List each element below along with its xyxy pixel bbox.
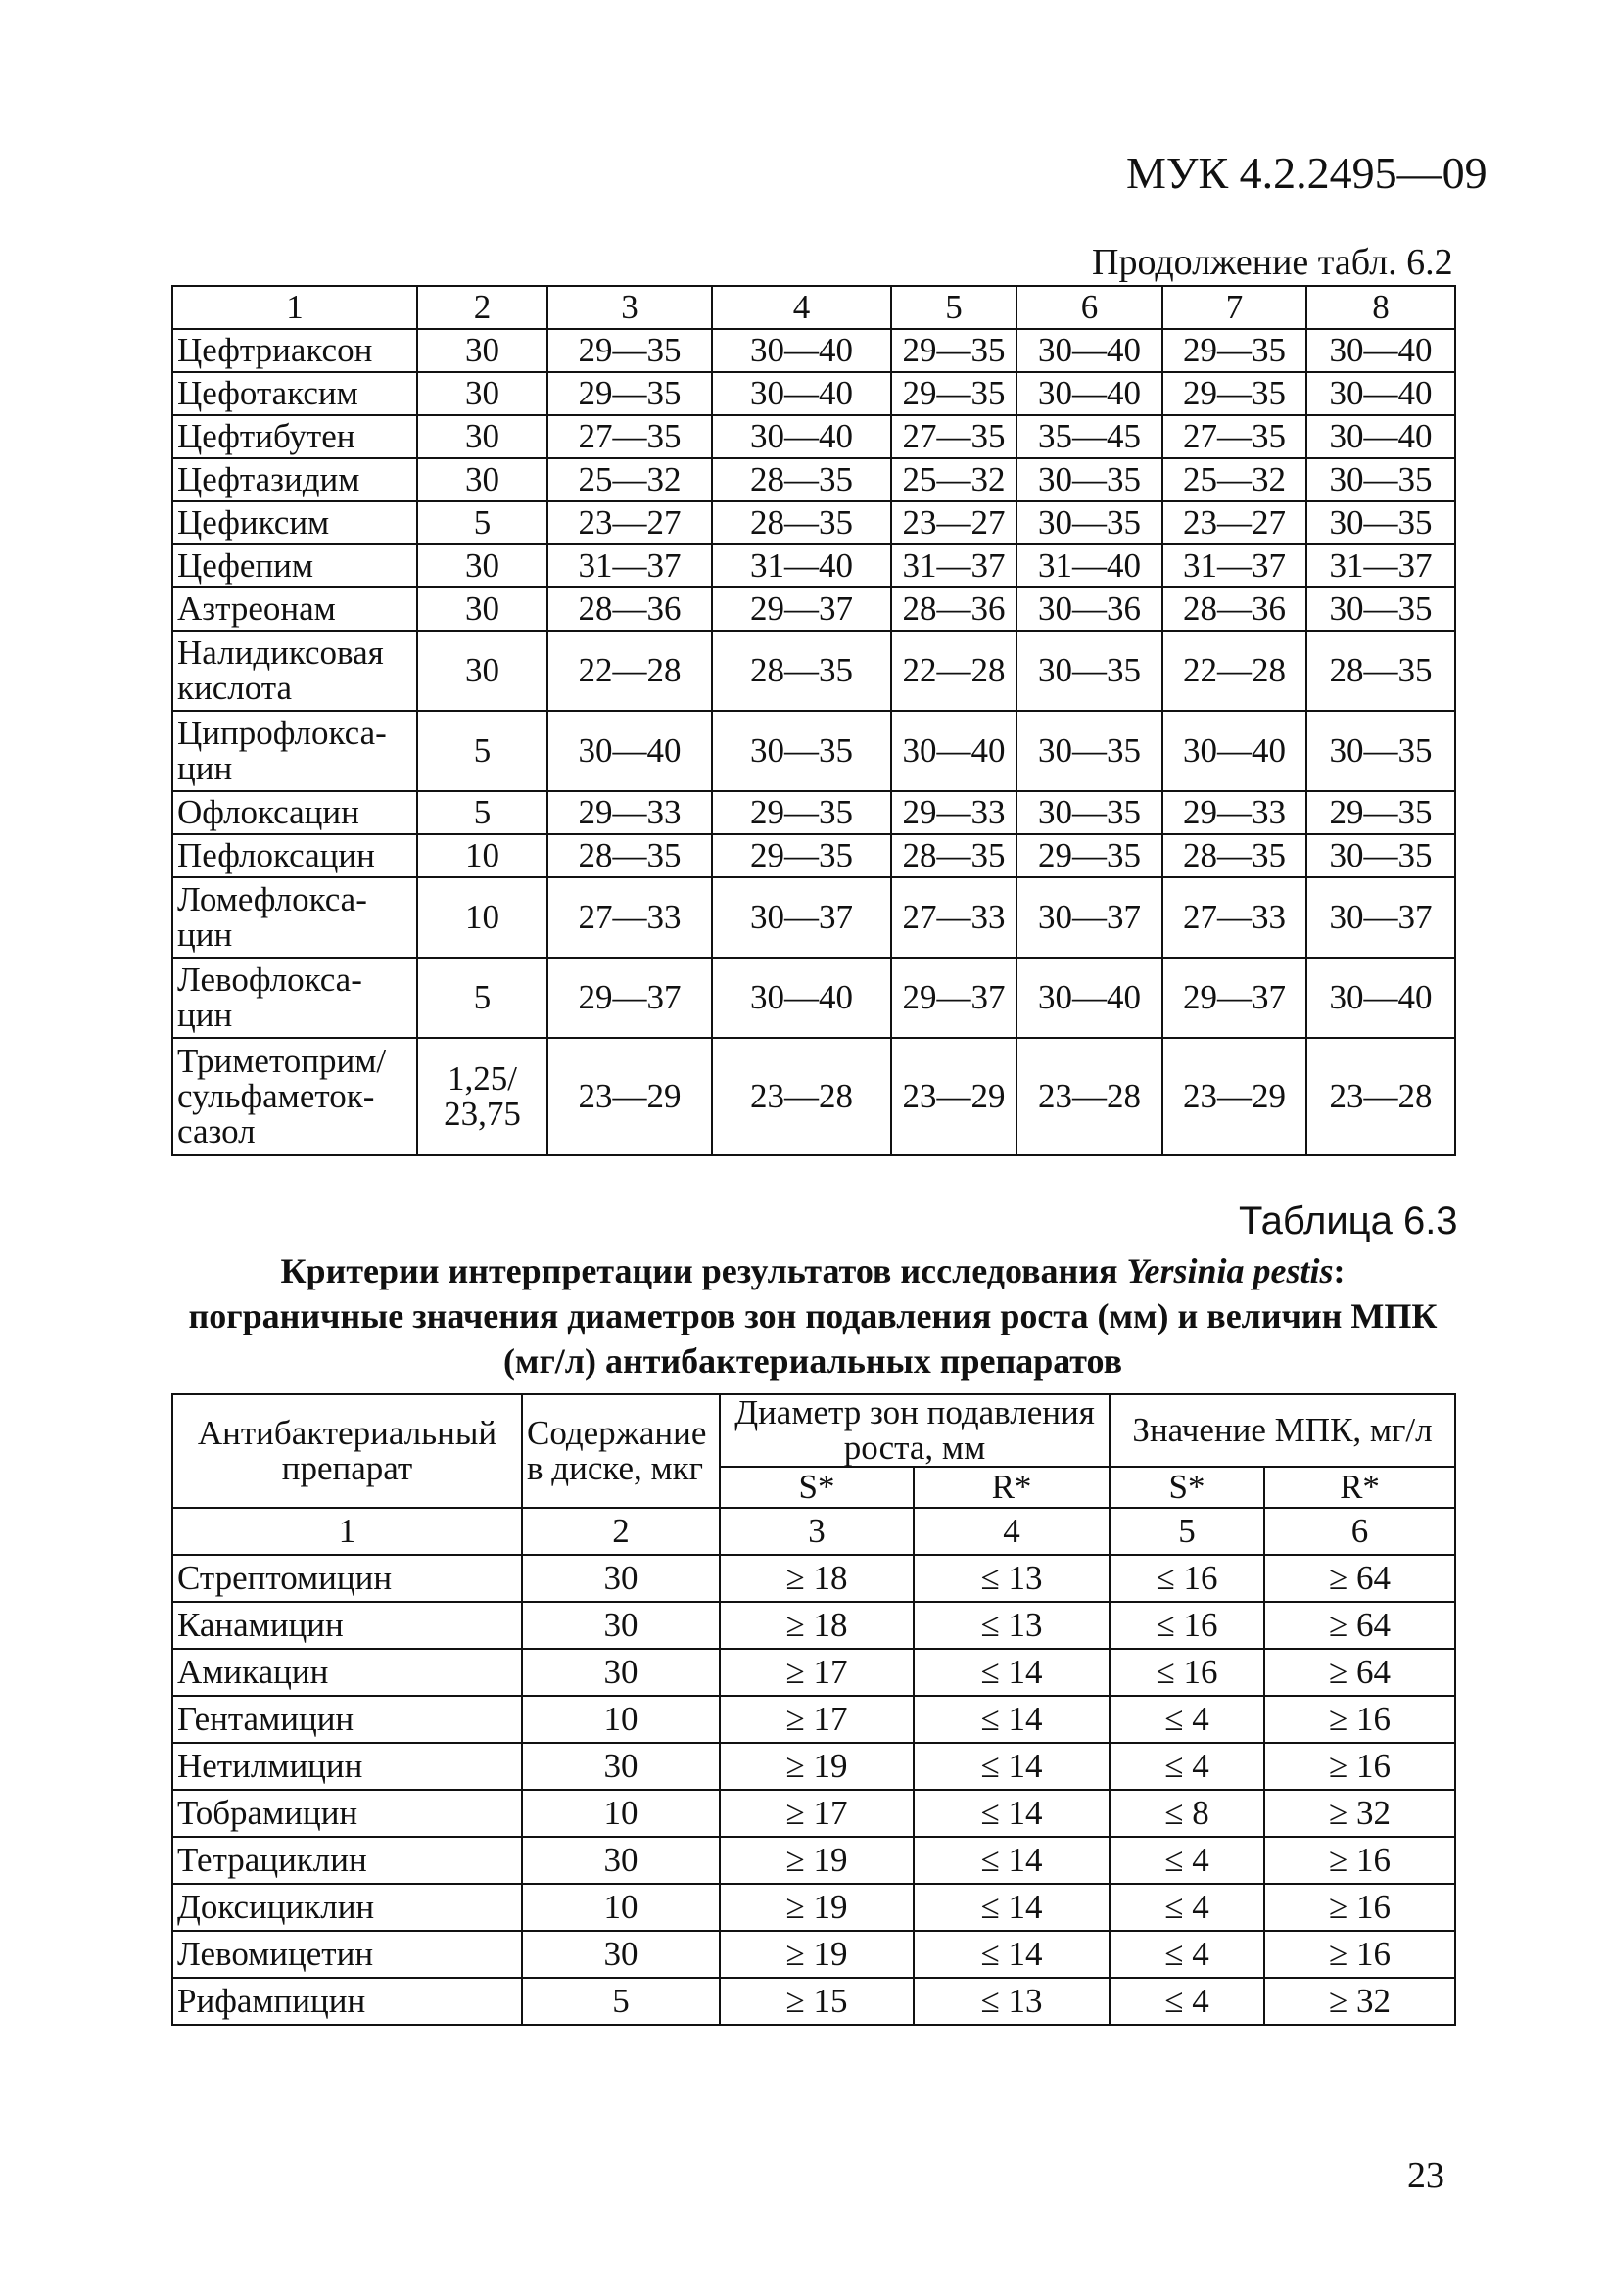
value-cell: 29—33	[547, 791, 712, 834]
value-cell: 28—35	[891, 834, 1016, 877]
value-cell: 5	[417, 791, 547, 834]
drug-name-cell: Гентамицин	[172, 1696, 522, 1743]
value-cell: 10	[522, 1696, 720, 1743]
value-cell: ≤ 16	[1110, 1555, 1264, 1602]
column-number: 1	[172, 286, 417, 329]
value-cell: 30—37	[1016, 877, 1162, 958]
drug-name-cell: Амикацин	[172, 1649, 522, 1696]
value-cell: 5	[417, 958, 547, 1038]
drug-name-cell: Цефтриаксон	[172, 329, 417, 372]
value-cell: 28—36	[1162, 587, 1306, 631]
value-cell: ≥ 19	[720, 1743, 914, 1790]
table-row	[172, 1978, 1455, 2025]
value-cell: ≤ 4	[1110, 1884, 1264, 1931]
value-cell: 30	[522, 1649, 720, 1696]
value-cell: 30—40	[712, 329, 891, 372]
value-cell: 23—28	[1306, 1038, 1455, 1155]
value-cell: 28—35	[1162, 834, 1306, 877]
value-cell: 30—40	[1162, 711, 1306, 791]
value-cell: 35—45	[1016, 415, 1162, 458]
value-cell: ≥ 16	[1264, 1837, 1455, 1884]
value-cell: ≥ 19	[720, 1837, 914, 1884]
value-cell: 29—33	[891, 791, 1016, 834]
value-cell: 29—35	[712, 791, 891, 834]
value-cell: 10	[417, 877, 547, 958]
value-cell: ≤ 4	[1110, 1931, 1264, 1978]
value-cell: 31—40	[712, 544, 891, 587]
value-cell: 5	[522, 1978, 720, 2025]
value-cell: 10	[417, 834, 547, 877]
value-cell: ≤ 14	[914, 1931, 1110, 1978]
value-cell: ≤ 14	[914, 1790, 1110, 1837]
value-cell: ≥ 64	[1264, 1649, 1455, 1696]
value-cell: ≥ 19	[720, 1884, 914, 1931]
value-cell: ≤ 14	[914, 1649, 1110, 1696]
title-part-2: : пограничные значения диаметров зон подавления роста (мм) и величин МПК (мг/л) антибактериальных препаратов	[188, 1251, 1438, 1381]
value-cell: 30	[522, 1602, 720, 1649]
table-row	[172, 329, 1455, 372]
table-row	[172, 1038, 1455, 1155]
column-number: 3	[547, 286, 712, 329]
drug-name-cell: Налидиксовая кислота	[172, 631, 417, 711]
value-cell: 29—35	[1162, 329, 1306, 372]
value-cell: 30—40	[1306, 329, 1455, 372]
value-cell: 30	[522, 1743, 720, 1790]
value-cell: 30—40	[1016, 329, 1162, 372]
value-cell: 30—40	[1306, 958, 1455, 1038]
drug-name-cell: Ципрофлокса-цин	[172, 711, 417, 791]
value-cell: 30—35	[1306, 587, 1455, 631]
table-row	[172, 587, 1455, 631]
value-cell: ≤ 14	[914, 1837, 1110, 1884]
table-row	[172, 631, 1455, 711]
value-cell: ≥ 17	[720, 1649, 914, 1696]
drug-name-cell: Доксициклин	[172, 1884, 522, 1931]
value-cell: 23—28	[712, 1038, 891, 1155]
value-cell: 28—36	[547, 587, 712, 631]
value-cell: ≤ 14	[914, 1743, 1110, 1790]
value-cell: 23—28	[1016, 1038, 1162, 1155]
column-number: 6	[1016, 286, 1162, 329]
value-cell: 30	[417, 415, 547, 458]
value-cell: 30—35	[1306, 711, 1455, 791]
drug-name-cell: Цефиксим	[172, 501, 417, 544]
column-number: 8	[1306, 286, 1455, 329]
value-cell: 23—27	[891, 501, 1016, 544]
value-cell: ≤ 16	[1110, 1602, 1264, 1649]
value-cell: 28—35	[547, 834, 712, 877]
value-cell: 30	[522, 1931, 720, 1978]
column-number: 1	[172, 1508, 522, 1555]
value-cell: ≥ 64	[1264, 1602, 1455, 1649]
drug-name-cell: Цефотаксим	[172, 372, 417, 415]
value-cell: 29—35	[1162, 372, 1306, 415]
page-number: 23	[1407, 2155, 1444, 2196]
value-cell: 29—35	[712, 834, 891, 877]
value-cell: ≤ 13	[914, 1602, 1110, 1649]
column-number-row	[172, 286, 1455, 329]
value-cell: 5	[417, 501, 547, 544]
value-cell: 23—29	[891, 1038, 1016, 1155]
table-row	[172, 1931, 1455, 1978]
value-cell: 30—35	[1306, 458, 1455, 501]
drug-name-cell: Тетрациклин	[172, 1837, 522, 1884]
value-cell: 27—33	[891, 877, 1016, 958]
table-row	[172, 1555, 1455, 1602]
value-cell: ≤ 4	[1110, 1978, 1264, 2025]
value-cell: 31—37	[891, 544, 1016, 587]
drug-name-cell: Канамицин	[172, 1602, 522, 1649]
drug-name-cell: Офлоксацин	[172, 791, 417, 834]
value-cell: 29—37	[891, 958, 1016, 1038]
value-cell: 1,25/ 23,75	[417, 1038, 547, 1155]
value-cell: 29—35	[547, 329, 712, 372]
drug-name-cell: Нетилмицин	[172, 1743, 522, 1790]
value-cell: 28—36	[891, 587, 1016, 631]
value-cell: ≥ 15	[720, 1978, 914, 2025]
table-row	[172, 501, 1455, 544]
value-cell: 29—35	[547, 372, 712, 415]
value-cell: 30—35	[1306, 834, 1455, 877]
value-cell: ≤ 16	[1110, 1649, 1264, 1696]
value-cell: ≤ 13	[914, 1555, 1110, 1602]
value-cell: 23—27	[1162, 501, 1306, 544]
value-cell: 30—35	[1016, 631, 1162, 711]
header-mic-r: R*	[1264, 1467, 1455, 1508]
table-row	[172, 372, 1455, 415]
header-zone-r: R*	[914, 1467, 1110, 1508]
column-number-row	[172, 1508, 1455, 1555]
value-cell: 27—35	[1162, 415, 1306, 458]
value-cell: 30—40	[1306, 415, 1455, 458]
value-cell: ≤ 4	[1110, 1837, 1264, 1884]
value-cell: 30—35	[1016, 458, 1162, 501]
table-row	[172, 711, 1455, 791]
column-number: 7	[1162, 286, 1306, 329]
table-row	[172, 415, 1455, 458]
value-cell: 5	[417, 711, 547, 791]
column-number: 4	[914, 1508, 1110, 1555]
value-cell: ≤ 14	[914, 1884, 1110, 1931]
species-name: Yersinia pestis	[1126, 1251, 1334, 1290]
value-cell: 30—35	[1306, 501, 1455, 544]
header-zone: Диаметр зон подавления роста, мм	[720, 1394, 1110, 1467]
value-cell: 25—32	[891, 458, 1016, 501]
table-6-2	[171, 285, 1456, 1156]
value-cell: 30—40	[712, 415, 891, 458]
drug-name-cell: Азтреонам	[172, 587, 417, 631]
value-cell: 31—40	[1016, 544, 1162, 587]
value-cell: 23—29	[547, 1038, 712, 1155]
table-6-3-title	[171, 1248, 1454, 1383]
table-row	[172, 1602, 1455, 1649]
value-cell: ≤ 4	[1110, 1743, 1264, 1790]
drug-name-cell: Левофлокса-цин	[172, 958, 417, 1038]
table-continuation-label: Продолжение табл. 6.2	[1092, 242, 1453, 283]
value-cell: ≥ 18	[720, 1602, 914, 1649]
value-cell: 29—37	[712, 587, 891, 631]
value-cell: ≥ 16	[1264, 1931, 1455, 1978]
value-cell: 30—40	[712, 372, 891, 415]
table-row	[172, 544, 1455, 587]
value-cell: 23—29	[1162, 1038, 1306, 1155]
column-number: 5	[891, 286, 1016, 329]
drug-name-cell: Цефтибутен	[172, 415, 417, 458]
value-cell: 30—37	[712, 877, 891, 958]
header-mic: Значение МПК, мг/л	[1110, 1394, 1455, 1467]
table-row	[172, 877, 1455, 958]
value-cell: ≤ 13	[914, 1978, 1110, 2025]
drug-name-cell: Стрептомицин	[172, 1555, 522, 1602]
value-cell: 23—27	[547, 501, 712, 544]
value-cell: 31—37	[1162, 544, 1306, 587]
table-row	[172, 791, 1455, 834]
value-cell: ≤ 4	[1110, 1696, 1264, 1743]
header-zone-s: S*	[720, 1467, 914, 1508]
table-row	[172, 1696, 1455, 1743]
value-cell: ≥ 18	[720, 1555, 914, 1602]
value-cell: 30—40	[712, 958, 891, 1038]
value-cell: 30—36	[1016, 587, 1162, 631]
value-cell: 30—40	[1016, 372, 1162, 415]
value-cell: 30—35	[1016, 711, 1162, 791]
value-cell: 28—35	[1306, 631, 1455, 711]
drug-name-cell: Рифампицин	[172, 1978, 522, 2025]
value-cell: 27—35	[547, 415, 712, 458]
value-cell: 10	[522, 1790, 720, 1837]
value-cell: 27—33	[1162, 877, 1306, 958]
value-cell: ≥ 19	[720, 1931, 914, 1978]
value-cell: ≥ 32	[1264, 1790, 1455, 1837]
table-row	[172, 1837, 1455, 1884]
drug-name-cell: Ломефлокса-цин	[172, 877, 417, 958]
table-6-3	[171, 1393, 1456, 2026]
value-cell: ≥ 32	[1264, 1978, 1455, 2025]
drug-name-cell: Пефлоксацин	[172, 834, 417, 877]
table-row	[172, 1884, 1455, 1931]
value-cell: 30	[417, 544, 547, 587]
value-cell: 27—35	[891, 415, 1016, 458]
value-cell: 30—40	[547, 711, 712, 791]
value-cell: 28—35	[712, 458, 891, 501]
title-part-1: Критерии интерпретации результатов исследования	[280, 1251, 1127, 1290]
header-content: Содержание в диске, мкг	[522, 1394, 720, 1508]
drug-name-cell: Цефтазидим	[172, 458, 417, 501]
value-cell: 30	[417, 372, 547, 415]
value-cell: 30	[522, 1837, 720, 1884]
value-cell: 31—37	[1306, 544, 1455, 587]
value-cell: 30	[417, 631, 547, 711]
value-cell: 25—32	[1162, 458, 1306, 501]
drug-name-cell: Цефепим	[172, 544, 417, 587]
value-cell: 28—35	[712, 631, 891, 711]
value-cell: 10	[522, 1884, 720, 1931]
value-cell: ≤ 14	[914, 1696, 1110, 1743]
value-cell: 28—35	[712, 501, 891, 544]
value-cell: 29—37	[1162, 958, 1306, 1038]
value-cell: 29—35	[1306, 791, 1455, 834]
value-cell: 30—40	[891, 711, 1016, 791]
table-6-3-label: Таблица 6.3	[1239, 1199, 1458, 1242]
header-drug: Антибактериальный препарат	[172, 1394, 522, 1508]
table-row	[172, 834, 1455, 877]
document-code: МУК 4.2.2495—09	[1126, 148, 1488, 198]
column-number: 2	[417, 286, 547, 329]
value-cell: 29—35	[1016, 834, 1162, 877]
value-cell: 29—37	[547, 958, 712, 1038]
value-cell: 25—32	[547, 458, 712, 501]
value-cell: ≥ 64	[1264, 1555, 1455, 1602]
value-cell: 30	[417, 458, 547, 501]
value-cell: 30	[417, 329, 547, 372]
value-cell: 30—35	[1016, 791, 1162, 834]
table-row	[172, 1790, 1455, 1837]
column-number: 6	[1264, 1508, 1455, 1555]
column-number: 3	[720, 1508, 914, 1555]
drug-name-cell: Тобрамицин	[172, 1790, 522, 1837]
value-cell: 30—40	[1306, 372, 1455, 415]
drug-name-cell: Левомицетин	[172, 1931, 522, 1978]
value-cell: ≥ 16	[1264, 1743, 1455, 1790]
value-cell: 31—37	[547, 544, 712, 587]
table-row	[172, 1649, 1455, 1696]
value-cell: ≤ 8	[1110, 1790, 1264, 1837]
header-mic-s: S*	[1110, 1467, 1264, 1508]
value-cell: 27—33	[547, 877, 712, 958]
value-cell: ≥ 16	[1264, 1696, 1455, 1743]
value-cell: 29—33	[1162, 791, 1306, 834]
table-row	[172, 958, 1455, 1038]
value-cell: 30—35	[1016, 501, 1162, 544]
drug-name-cell: Триметоприм/ сульфаметок-сазол	[172, 1038, 417, 1155]
value-cell: 30—40	[1016, 958, 1162, 1038]
value-cell: 22—28	[1162, 631, 1306, 711]
table-row	[172, 458, 1455, 501]
value-cell: 22—28	[891, 631, 1016, 711]
column-number: 5	[1110, 1508, 1264, 1555]
column-number: 2	[522, 1508, 720, 1555]
value-cell: 30—37	[1306, 877, 1455, 958]
value-cell: 30	[417, 587, 547, 631]
value-cell: ≥ 17	[720, 1790, 914, 1837]
value-cell: 29—35	[891, 329, 1016, 372]
value-cell: 30	[522, 1555, 720, 1602]
value-cell: ≥ 16	[1264, 1884, 1455, 1931]
table-row	[172, 1743, 1455, 1790]
value-cell: 29—35	[891, 372, 1016, 415]
value-cell: ≥ 17	[720, 1696, 914, 1743]
column-number: 4	[712, 286, 891, 329]
value-cell: 22—28	[547, 631, 712, 711]
value-cell: 30—35	[712, 711, 891, 791]
